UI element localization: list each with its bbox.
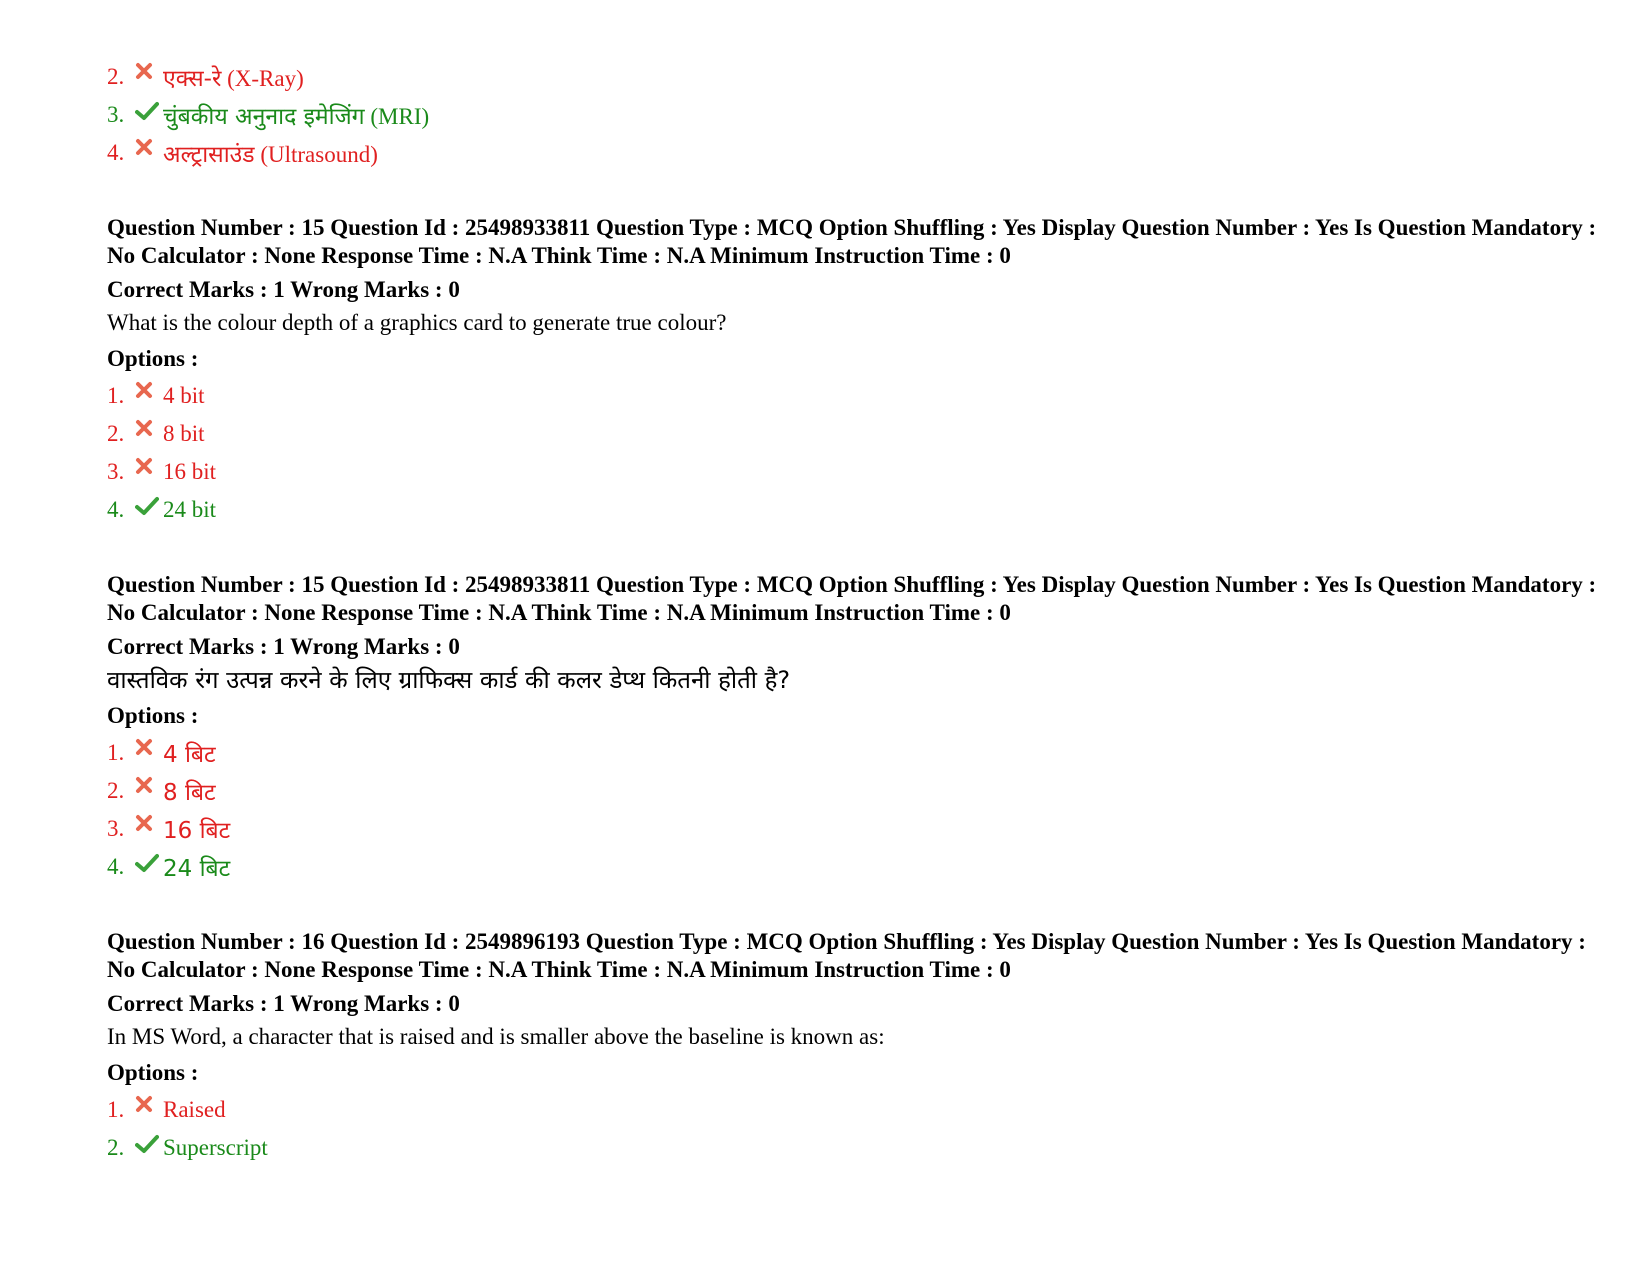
option-number: 4. (107, 497, 125, 522)
option-text-english: (X-Ray) (227, 66, 304, 91)
question-text: In MS Word, a character that is raised and is smaller above the baseline is known as: (107, 1024, 885, 1049)
options-label: Options : (107, 703, 199, 728)
option-number: 2. (107, 778, 125, 803)
option-row (107, 810, 1607, 848)
question-meta: Question Number : 15 Question Id : 25498933811 Question Type : MCQ Option Shuffling : Yes Display Question Number : Yes Is Question Mandatory : No Calculator : None Response Time : N.A Think Time : N.A Minimum Instruction Time : 0 (107, 572, 1597, 625)
question-meta: Question Number : 16 Question Id : 2549896193 Question Type : MCQ Option Shuffling : Yes Display Question Number : Yes Is Question Mandatory : No Calculator : None Response Time : N.A Think Time : N.A Minimum Instruction Time : 0 (107, 929, 1586, 982)
question-block (107, 928, 1607, 1167)
option-text: 24 बिट (163, 856, 231, 882)
option-text-hindi: अल्ट्रासाउंड (163, 142, 255, 168)
check-icon (135, 103, 163, 127)
option-number: 1. (107, 1097, 125, 1122)
option-text: 24 bit (163, 497, 217, 522)
option-text: 8 बिट (163, 780, 216, 806)
question-block (107, 214, 1607, 529)
check-icon (135, 855, 163, 879)
cross-icon (135, 1098, 163, 1122)
option-text-english: (MRI) (370, 104, 430, 129)
check-icon (135, 498, 163, 522)
option-number: 3. (107, 459, 125, 484)
option-number: 2. (107, 421, 125, 446)
option-row (107, 96, 1607, 134)
cross-icon (135, 741, 163, 765)
answer-key-page (107, 58, 1607, 1167)
cross-icon (135, 65, 163, 89)
option-text: Raised (163, 1097, 226, 1122)
option-row (107, 377, 1607, 415)
cross-icon (135, 141, 163, 165)
options-label: Options : (107, 1060, 199, 1085)
option-number: 3. (107, 816, 125, 841)
option-number: 3. (107, 102, 125, 127)
option-text: Superscript (163, 1135, 268, 1160)
question-block (107, 571, 1607, 886)
cross-icon (135, 460, 163, 484)
option-number: 4. (107, 140, 125, 165)
option-number: 2. (107, 1135, 125, 1160)
option-row (107, 58, 1607, 96)
question-marks: Correct Marks : 1 Wrong Marks : 0 (107, 277, 460, 302)
option-text-hindi: चुंबकीय अनुनाद इमेजिंग (163, 104, 365, 130)
option-text: 8 bit (163, 421, 205, 446)
option-text: 4 bit (163, 383, 205, 408)
option-row (107, 1129, 1607, 1167)
option-number: 4. (107, 854, 125, 879)
option-row (107, 453, 1607, 491)
question-marks: Correct Marks : 1 Wrong Marks : 0 (107, 991, 460, 1016)
option-text-english: (Ultrasound) (260, 142, 378, 167)
option-row (107, 734, 1607, 772)
question-text: वास्तविक रंग उत्पन्न करने के लिए ग्राफिक्स कार्ड की कलर डेप्थ कितनी होती है? (107, 666, 791, 694)
cross-icon (135, 422, 163, 446)
option-row (107, 848, 1607, 886)
question-text: What is the colour depth of a graphics card to generate true colour? (107, 310, 727, 335)
option-text: 4 बिट (163, 742, 216, 768)
cross-icon (135, 817, 163, 841)
cross-icon (135, 779, 163, 803)
cross-icon (135, 384, 163, 408)
option-number: 1. (107, 740, 125, 765)
check-icon (135, 1136, 163, 1160)
option-text: 16 बिट (163, 818, 231, 844)
option-row (107, 134, 1607, 172)
question-marks: Correct Marks : 1 Wrong Marks : 0 (107, 634, 460, 659)
option-number: 2. (107, 64, 125, 89)
options-label: Options : (107, 346, 199, 371)
option-text: 16 bit (163, 459, 217, 484)
option-row (107, 1091, 1607, 1129)
option-number: 1. (107, 383, 125, 408)
option-row (107, 415, 1607, 453)
previous-question-options (107, 58, 1607, 172)
option-row (107, 772, 1607, 810)
option-row (107, 491, 1607, 529)
option-text-hindi: एक्स-रे (163, 66, 222, 92)
question-meta: Question Number : 15 Question Id : 25498933811 Question Type : MCQ Option Shuffling : Yes Display Question Number : Yes Is Question Mandatory : No Calculator : None Response Time : N.A Think Time : N.A Minimum Instruction Time : 0 (107, 215, 1597, 268)
